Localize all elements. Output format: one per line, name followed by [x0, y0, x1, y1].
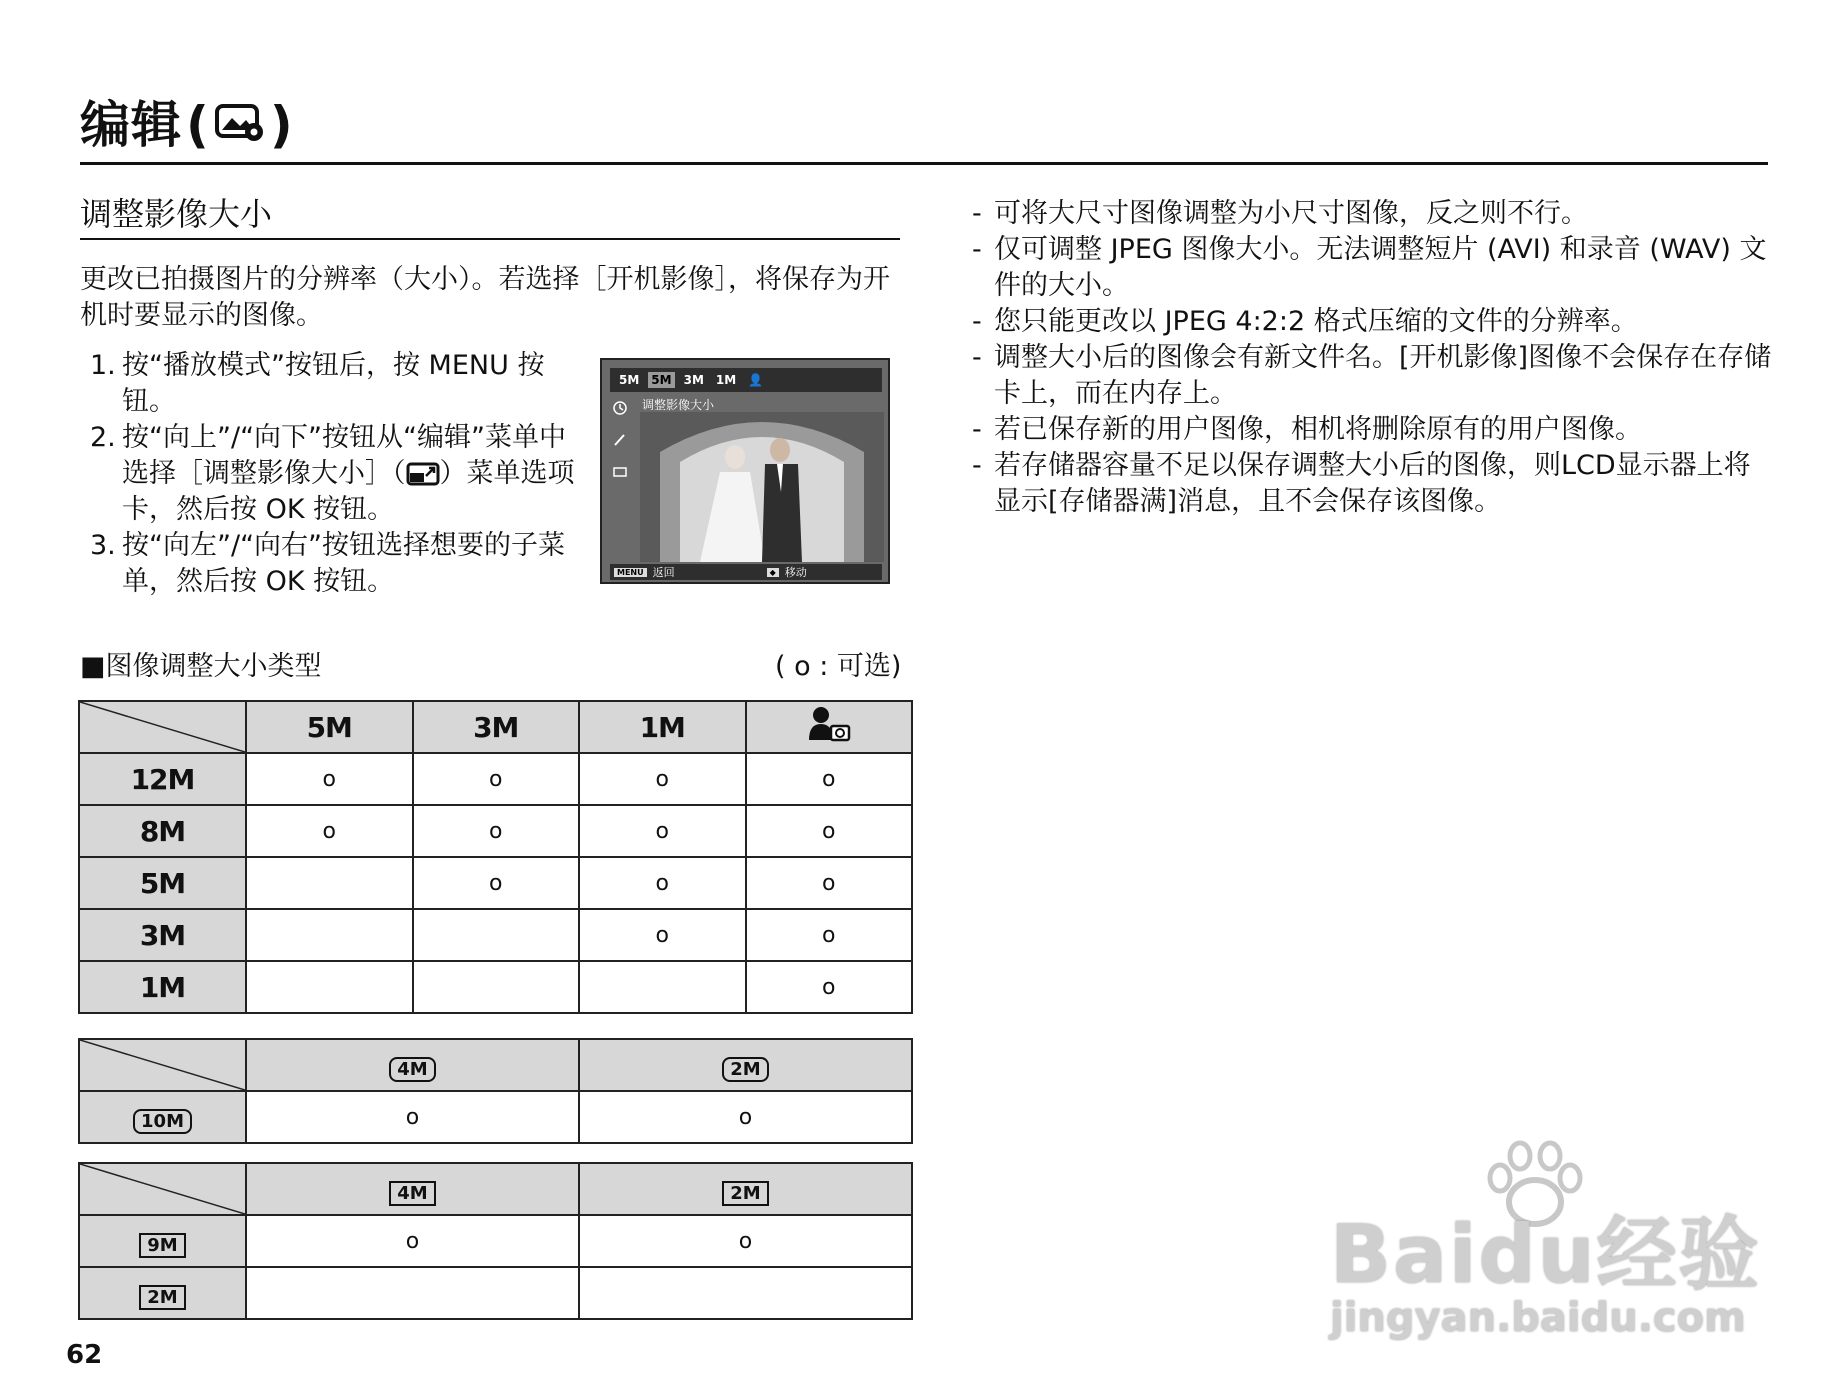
table-row	[79, 1091, 912, 1143]
table-cell: o	[746, 753, 913, 805]
step-text: 按“向左”/“向右”按钮选择想要的子菜单，然后按 OK 按钮。	[122, 530, 566, 597]
step-text: 按“播放模式”按钮后，按 MENU 按钮。	[122, 350, 545, 417]
note-text: 您只能更改以 JPEG 4:2:2 格式压缩的文件的分辨率。	[994, 306, 1638, 337]
table-cell: o	[579, 1091, 912, 1143]
camera-bottom-bar	[610, 564, 882, 580]
resize-table-standard	[78, 700, 913, 1014]
table-row	[79, 909, 912, 961]
note-text: 可将大尺寸图像调整为小尺寸图像，反之则不行。	[994, 198, 1588, 229]
table-corner	[79, 701, 246, 753]
row-header-3m: 3M	[79, 909, 246, 961]
table-cell: o	[746, 857, 913, 909]
menu-key: MENU	[614, 568, 647, 577]
column-header-wide-4m: 4M	[246, 1039, 579, 1091]
note-text: 若已保存新的用户图像，相机将删除原有的用户图像。	[994, 414, 1642, 445]
table-cell: o	[246, 1091, 579, 1143]
row-header-12m: 12M	[79, 753, 246, 805]
camera-tab-3m: 3M	[683, 373, 704, 387]
page-title	[80, 96, 294, 154]
camera-lcd-screen	[600, 358, 890, 584]
table-cell	[579, 961, 746, 1013]
table-corner	[79, 1163, 246, 1215]
table-cell: o	[579, 805, 746, 857]
page-number: 62	[66, 1340, 103, 1370]
page-title-text: 编辑	[80, 96, 182, 154]
table-cell	[246, 961, 413, 1013]
step-2	[90, 420, 590, 528]
table-cell: o	[413, 857, 580, 909]
table-cell: o	[246, 805, 413, 857]
print-icon	[612, 464, 634, 484]
note-item: - 调整大小后的图像会有新文件名。[开机影像]图像不会保存在存储卡上，而在内存上。	[972, 340, 1772, 412]
table-caption: ■图像调整大小类型	[80, 651, 322, 682]
step-number: 2.	[90, 422, 116, 453]
table-cell	[413, 961, 580, 1013]
table-legend: ( o : 可选)	[775, 651, 902, 682]
step-1	[90, 348, 590, 420]
dpad-key: ◆	[767, 568, 779, 577]
step-text	[122, 420, 590, 528]
row-header-5m: 5M	[79, 857, 246, 909]
table-cell: o	[413, 805, 580, 857]
step-text-part-b: ）菜单选项卡，然后按 OK 按钮。	[122, 458, 575, 525]
column-header-5m: 5M	[246, 701, 413, 753]
watermark-url-text: jingyan.baidu.com	[1330, 1295, 1746, 1341]
step-number: 1.	[90, 350, 116, 381]
table-cell: o	[579, 1215, 912, 1267]
column-header-wide-2m: 2M	[579, 1039, 912, 1091]
back-label: 返回	[652, 566, 675, 579]
column-header-pano-2m: 2M	[579, 1163, 912, 1215]
row-header-1m: 1M	[79, 961, 246, 1013]
table-cell	[246, 1267, 579, 1319]
move-label: 移动	[784, 566, 807, 579]
table-cell: o	[413, 753, 580, 805]
pen-icon	[612, 432, 634, 452]
table-cell: o	[579, 753, 746, 805]
table-cell: o	[579, 857, 746, 909]
camera-tab-5m-selected: 5M	[648, 372, 674, 388]
note-text: 若存储器容量不足以保存调整大小后的图像，则LCD显示器上将显示[存储器满]消息，且不会保存该图像。	[994, 450, 1751, 517]
intro-paragraph: 更改已拍摄图片的分辨率（大小）。若选择［开机影像］，将保存为开机时要显示的图像。	[80, 264, 890, 331]
column-header-1m: 1M	[579, 701, 746, 753]
table-cell: o	[246, 1215, 579, 1267]
camera-tab-bar	[610, 368, 882, 392]
row-header-pano-9m: 9M	[79, 1215, 246, 1267]
row-header-wide-10m: 10M	[79, 1091, 246, 1143]
note-item: - 可将大尺寸图像调整为小尺寸图像，反之则不行。	[972, 196, 1772, 232]
table-row	[79, 1267, 912, 1319]
table-header-row	[79, 1039, 912, 1091]
row-header-pano-2m: 2M	[79, 1267, 246, 1319]
table-cell	[246, 909, 413, 961]
wedding-photo	[640, 412, 884, 562]
table-row	[79, 961, 912, 1013]
table-cell: o	[246, 753, 413, 805]
column-header-pano-4m: 4M	[246, 1163, 579, 1215]
startup-image-icon	[807, 716, 851, 749]
note-item: - 您只能更改以 JPEG 4:2:2 格式压缩的文件的分辨率。	[972, 304, 1772, 340]
table-header-row	[79, 701, 912, 753]
camera-tab-startup: 👤	[748, 373, 764, 387]
table-cell: o	[746, 961, 913, 1013]
camera-side-icons	[612, 400, 634, 484]
section-rule	[80, 238, 900, 240]
table-cell	[579, 1267, 912, 1319]
note-item: - 仅可调整 JPEG 图像大小。无法调整短片 (AVI) 和录音 (WAV) 文件的大小。	[972, 232, 1772, 304]
watermark-main-text: Baidu经验	[1330, 1208, 1761, 1301]
table-row	[79, 753, 912, 805]
column-header-startup	[746, 701, 913, 753]
table-cell: o	[746, 909, 913, 961]
note-text: 仅可调整 JPEG 图像大小。无法调整短片 (AVI) 和录音 (WAV) 文件的大小。	[994, 234, 1767, 301]
step-3	[90, 528, 590, 600]
step-number: 3.	[90, 530, 116, 561]
section-heading: 调整影像大小	[80, 195, 273, 233]
table-cell	[246, 857, 413, 909]
title-rule	[80, 162, 1768, 165]
table-header-row	[79, 1163, 912, 1215]
table-row	[79, 857, 912, 909]
camera-menu-label: 调整影像大小	[642, 398, 715, 412]
paren-close: )	[269, 96, 294, 154]
steps-list	[90, 348, 590, 600]
table-cell	[413, 909, 580, 961]
step-text-part-a: 按“向上”/“向下”按钮从“编辑”菜单中选择［调整影像大小］（	[122, 422, 567, 489]
table-row	[79, 1215, 912, 1267]
note-item: - 若已保存新的用户图像，相机将删除原有的用户图像。	[972, 412, 1772, 448]
resize-table-wide	[78, 1038, 913, 1144]
baidu-watermark	[1330, 1130, 1770, 1350]
paren-open: (	[186, 96, 210, 154]
camera-tab-1m: 1M	[715, 373, 737, 387]
note-text: 调整大小后的图像会有新文件名。[开机影像]图像不会保存在存储卡上，而在内存上。	[994, 342, 1772, 409]
notes-list	[972, 196, 1772, 520]
camera-tab-5m: 5M	[619, 373, 640, 387]
row-header-8m: 8M	[79, 805, 246, 857]
note-item: - 若存储器容量不足以保存调整大小后的图像，则LCD显示器上将显示[存储器满]消息，且不会保存该图像。	[972, 448, 1772, 520]
resize-table-panorama	[78, 1162, 913, 1320]
clock-icon	[612, 400, 634, 420]
table-corner	[79, 1039, 246, 1091]
resize-icon	[406, 458, 440, 489]
column-header-3m: 3M	[413, 701, 580, 753]
table-cell: o	[746, 805, 913, 857]
table-row	[79, 805, 912, 857]
table-cell: o	[579, 909, 746, 961]
photo-edit-icon	[214, 100, 266, 150]
